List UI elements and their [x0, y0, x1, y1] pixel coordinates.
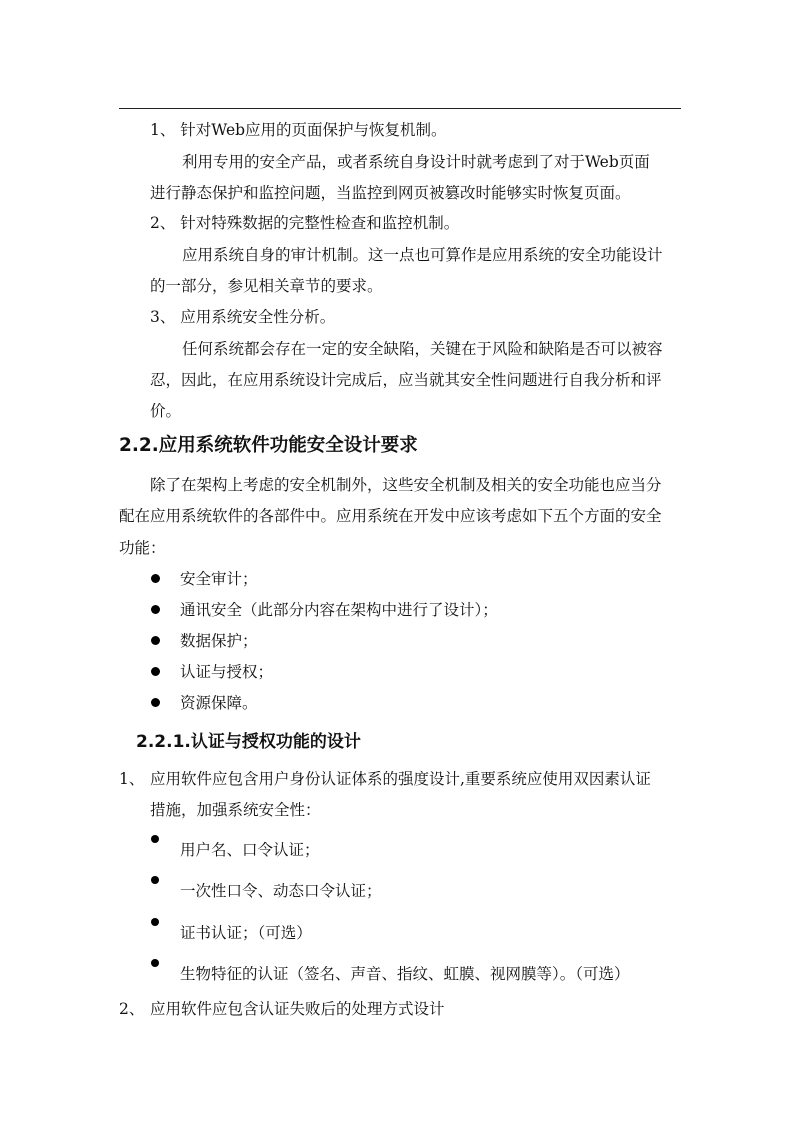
bullet-icon [151, 667, 160, 676]
bullet-icon [151, 876, 159, 884]
paragraph-line: 的一部分，参见相关章节的要求。 [150, 277, 383, 295]
paragraph-line: 应用软件应包含认证失败后的处理方式设计 [150, 1000, 445, 1018]
paragraph-line: 功能： [119, 539, 166, 557]
bullet-item: 一次性口令、动态口令认证； [180, 882, 382, 900]
list-item-3-title: 3、 应用系统安全性分析。 [150, 308, 336, 326]
bullet-icon [151, 605, 160, 614]
bullet-icon [151, 636, 160, 645]
bullet-item: 用户名、口令认证； [180, 841, 320, 859]
list-item-2-title: 2、 针对特殊数据的完整性检查和监控机制。 [150, 214, 460, 232]
paragraph-line: 价。 [150, 402, 182, 420]
paragraph-line: 除了在架构上考虑的安全机制外，这些安全机制及相关的安全功能也应当分 [150, 476, 662, 494]
list-number: 2、 [119, 1000, 145, 1018]
bullet-item: 数据保护； [180, 632, 258, 650]
paragraph-line: 忍，因此，在应用系统设计完成后，应当就其安全性问题进行自我分析和评 [150, 371, 662, 389]
list-number: 1、 [119, 770, 145, 788]
paragraph-line: 任何系统都会存在一定的安全缺陷，关键在于风险和缺陷是否可以被容 [182, 340, 663, 358]
paragraph-line: 利用专用的安全产品，或者系统自身设计时就考虑到了对于Web页面 [182, 153, 650, 171]
section-heading-2-2-1: 2.2.1.认证与授权功能的设计 [136, 732, 361, 752]
bullet-item: 认证与授权； [180, 663, 274, 681]
bullet-item: 通讯安全（此部分内容在架构中进行了设计）； [180, 601, 498, 619]
bullet-icon [151, 959, 159, 967]
paragraph-line: 应用系统自身的审计机制。这一点也可算作是应用系统的安全功能设计 [182, 246, 663, 264]
bullet-icon [151, 918, 159, 926]
bullet-item: 生物特征的认证（签名、声音、指纹、虹膜、视网膜等）。（可选） [180, 965, 630, 983]
section-heading-2-2: 2.2.应用系统软件功能安全设计要求 [119, 435, 418, 456]
paragraph-line: 进行静态保护和监控问题，当监控到网页被篡改时能够实时恢复页面。 [150, 184, 631, 202]
paragraph-line: 配在应用系统软件的各部件中。应用系统在开发中应该考虑如下五个方面的安全 [119, 507, 662, 525]
bullet-icon [151, 574, 160, 583]
bullet-item: 安全审计； [180, 570, 258, 588]
list-item-1-title: 1、 针对Web应用的页面保护与恢复机制。 [150, 121, 447, 139]
bullet-icon [151, 698, 160, 707]
header-rule [119, 108, 681, 109]
paragraph-line: 措施，加强系统安全性： [150, 801, 321, 819]
paragraph-line: 应用软件应包含用户身份认证体系的强度设计,重要系统应使用双因素认证 [150, 770, 651, 788]
bullet-item: 资源保障。 [180, 694, 258, 712]
bullet-item: 证书认证；（可选） [180, 924, 312, 942]
bullet-icon [151, 835, 159, 843]
